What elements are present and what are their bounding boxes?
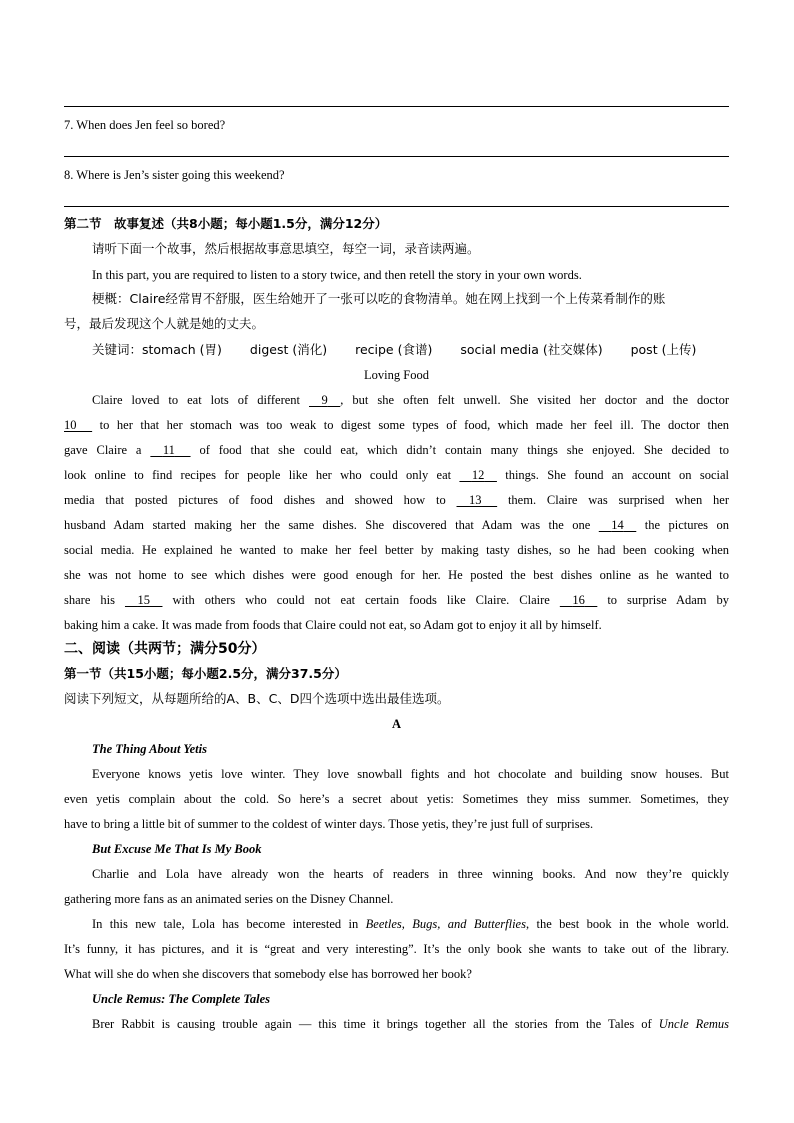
story-line: share his 15 with others who could not eat certain foods like Claire. Claire 16 to surprise Adam by [64, 593, 729, 607]
paragraph-line: have to bring a little bit of summer to the coldest of winter days. Those yetis, they’re just full of surprises. [64, 817, 594, 831]
story-line: 10 to her that her stomach was too weak to digest some types of food, which made her feel ill. The doctor then [64, 418, 729, 432]
story-line: media that posted pictures of food dishes and showed how to 13 them. Claire was surprised when her [64, 493, 729, 507]
story-line: look online to find recipes for people like her who could only eat 12 things. She found an account on social [64, 468, 729, 482]
blank-11[interactable]: 11 [162, 443, 175, 457]
summary-line: 号，最后发现这个人就是她的丈夫。 [64, 316, 265, 331]
section-heading: 第二节 故事复述（共8小题；每小题1.5分，满分12分） [64, 216, 388, 231]
story-title: Loving Food [364, 368, 429, 382]
blank-13[interactable]: 13 [469, 493, 482, 507]
paragraph-line: gathering more fans as an animated series on the Disney Channel. [64, 892, 394, 906]
question-7: 7. When does Jen feel so bored? [64, 118, 226, 132]
story-line: gave Claire a 11 of food that she could eat, which didn’t contain many things she enjoyed. She decided to [64, 443, 730, 457]
book-title: Uncle Remus: The Complete Tales [92, 992, 270, 1006]
keywords [64, 342, 729, 358]
reading-instruction: 阅读下列短文，从每题所给的A、B、C、D四个选项中选出最佳选项。 [64, 691, 450, 706]
paragraph-line: In this new tale, Lola has become interested in Beetles, Bugs, and Butterflies, the best book in the whole world. [92, 917, 729, 931]
question-8: 8. Where is Jen’s sister going this weekend? [64, 168, 285, 182]
blank-9[interactable]: 9 [321, 393, 328, 407]
instruction-en: In this part, you are required to listen to a story twice, and then retell the story in your own words. [92, 268, 582, 282]
blank-10[interactable]: 10 [64, 418, 77, 432]
story-line: she was not home to see which dishes were good enough for her. He posted the best dishes online as he wanted to [64, 568, 729, 582]
passage-letter: A [391, 717, 402, 731]
paragraph-line: What will she do when she discovers that somebody else has borrowed her book? [64, 967, 472, 981]
blank-12[interactable]: 12 [471, 468, 485, 482]
paragraph-line: even yetis complain about the cold. So here’s a secret about yetis: Sometimes they miss summer. Sometimes, they [64, 792, 729, 806]
sub-heading: 第一节（共15小题；每小题2.5分，满分37.5分） [64, 666, 347, 681]
paragraph-line: It’s funny, it has pictures, and it is “great and very interesting”. It’s the only book she wants to take out of the library. [64, 942, 729, 956]
story-line: baking him a cake. It was made from foods that Claire could not eat, so Adam got to enjoy it all by himself. [64, 618, 602, 632]
summary-text: 梗概：Claire经常胃不舒服，医生给她开了一张可以吃的食物清单。她在网上找到一个上传菜肴制作的账 [92, 291, 666, 306]
keyword: digest (消化) [249, 342, 328, 357]
blank-14[interactable]: 14 [611, 518, 624, 532]
blank-15[interactable]: 15 [137, 593, 150, 607]
book-reference: Beetles, Bugs, and Butterflies [365, 917, 526, 931]
book-reference: Uncle Remus [658, 1017, 730, 1031]
story-line: social media. He explained he wanted to make her feel better by making tasty dishes, so he had been cooking when [64, 543, 729, 557]
paragraph-line: Charlie and Lola have already won the hearts of readers in three winning books. And now they’re quickly [92, 867, 729, 881]
answer-line [64, 106, 729, 107]
keyword: 关键词：stomach (胃) [92, 342, 222, 357]
paragraph-line: Brer Rabbit is causing trouble again — this time it brings together all the stories from the Tales of Uncle Remus [92, 1017, 730, 1031]
answer-line [64, 156, 729, 157]
paragraph-line: Everyone knows yetis love winter. They love snowball fights and hot chocolate and building snow houses. But [92, 767, 729, 781]
keyword: post (上传) [630, 342, 697, 357]
story-line: husband Adam started making her the same dishes. She discovered that Adam was the one 14 the pictures on [64, 518, 729, 532]
book-title: But Excuse Me That Is My Book [92, 842, 262, 856]
instruction-cn: 请听下面一个故事，然后根据故事意思填空，每空一词，录音读两遍。 [92, 241, 480, 256]
keyword: social media (社交媒体) [460, 342, 603, 357]
story-line: Claire loved to eat lots of different 9 , but she often felt unwell. She visited her doctor and the doctor [92, 393, 729, 407]
keyword: recipe (食谱) [355, 342, 433, 357]
book-title: The Thing About Yetis [92, 742, 207, 756]
summary-line [64, 291, 729, 307]
part-heading: 二、阅读（共两节；满分50分） [64, 641, 266, 657]
answer-line [64, 206, 729, 207]
blank-16[interactable]: 16 [572, 593, 585, 607]
